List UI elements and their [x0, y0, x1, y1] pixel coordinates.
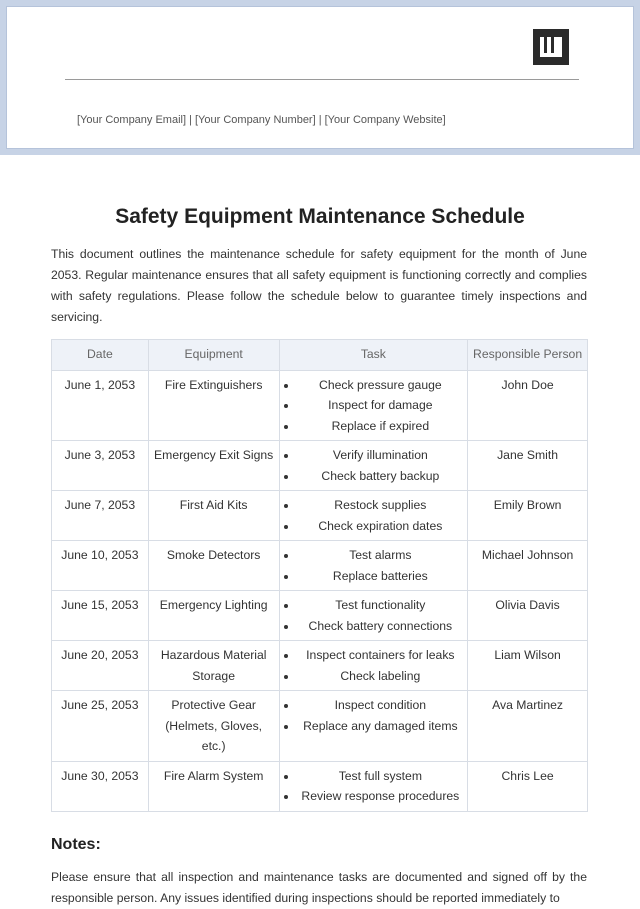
equipment-cell: Hazardous Material Storage — [148, 641, 279, 691]
task-item: • Check pressure gauge — [298, 375, 464, 396]
date-cell: June 3, 2053 — [52, 441, 149, 491]
equipment-cell: Emergency Exit Signs — [148, 441, 279, 491]
equipment-cell: Emergency Lighting — [148, 591, 279, 641]
task-item: • Replace any damaged items — [298, 716, 464, 737]
intro-paragraph: This document outlines the maintenance schedule for safety equipment for the month of June 2053. Regular maintenance ensures that all safety equipment is functioning correctly and complies with safety regulations. Please follow the schedule below to guarantee timely inspections and servicing. — [51, 247, 587, 324]
table-header-row — [52, 340, 588, 371]
task-cell — [279, 641, 468, 691]
task-item: • Review response procedures — [298, 786, 464, 807]
date-cell: June 30, 2053 — [52, 761, 149, 811]
task-item: • Check labeling — [298, 666, 464, 687]
task-item: • Replace batteries — [298, 566, 464, 587]
header-responsible-person: Responsible Person — [468, 340, 588, 371]
task-cell — [279, 761, 468, 811]
equipment-cell: Protective Gear (Helmets, Gloves, etc.) — [148, 691, 279, 762]
task-item: • Inspect condition — [298, 695, 464, 716]
person-cell: John Doe — [468, 370, 588, 441]
date-cell: June 7, 2053 — [52, 491, 149, 541]
task-cell — [279, 370, 468, 441]
task-cell — [279, 591, 468, 641]
task-item: • Inspect for damage — [298, 395, 464, 416]
document-title: Safety Equipment Maintenance Schedule — [115, 205, 525, 228]
header-equipment: Equipment — [148, 340, 279, 371]
task-item: • Restock supplies — [298, 495, 464, 516]
notes-heading: Notes: — [51, 836, 101, 853]
header-divider — [65, 79, 579, 80]
task-item: • Check expiration dates — [298, 516, 464, 537]
header-date: Date — [52, 340, 149, 371]
company-contact-line: [Your Company Email] | [Your Company Number] | [Your Company Website] — [77, 114, 446, 126]
task-item: • Test full system — [298, 766, 464, 787]
logo-mark-icon — [533, 29, 569, 65]
date-cell: June 20, 2053 — [52, 641, 149, 691]
notes-paragraph: Please ensure that all inspection and maintenance tasks are documented and signed off by the responsible person. Any issues identified during inspections should be reported immediately to — [51, 870, 587, 905]
table-row — [52, 491, 588, 541]
letterhead — [0, 0, 640, 155]
person-cell: Liam Wilson — [468, 641, 588, 691]
task-item: • Check battery connections — [298, 616, 464, 637]
date-cell: June 15, 2053 — [52, 591, 149, 641]
task-item: • Inspect containers for leaks — [298, 645, 464, 666]
table-row — [52, 691, 588, 762]
table-row — [52, 641, 588, 691]
task-cell — [279, 491, 468, 541]
maintenance-schedule-table — [51, 339, 588, 812]
task-cell — [279, 541, 468, 591]
table-row — [52, 761, 588, 811]
equipment-cell: Smoke Detectors — [148, 541, 279, 591]
task-item: • Replace if expired — [298, 416, 464, 437]
person-cell: Michael Johnson — [468, 541, 588, 591]
table-row — [52, 441, 588, 491]
task-cell — [279, 441, 468, 491]
person-cell: Ava Martinez — [468, 691, 588, 762]
table-row — [52, 591, 588, 641]
person-cell: Emily Brown — [468, 491, 588, 541]
task-item: • Check battery backup — [298, 466, 464, 487]
person-cell: Jane Smith — [468, 441, 588, 491]
company-logo — [533, 29, 569, 65]
date-cell: June 1, 2053 — [52, 370, 149, 441]
date-cell: June 10, 2053 — [52, 541, 149, 591]
table-row — [52, 541, 588, 591]
person-cell: Olivia Davis — [468, 591, 588, 641]
date-cell: June 25, 2053 — [52, 691, 149, 762]
header-task: Task — [279, 340, 468, 371]
table-row — [52, 370, 588, 441]
equipment-cell: First Aid Kits — [148, 491, 279, 541]
person-cell: Chris Lee — [468, 761, 588, 811]
letterhead-inner — [6, 6, 634, 149]
task-item: • Test functionality — [298, 595, 464, 616]
equipment-cell: Fire Extinguishers — [148, 370, 279, 441]
task-item: • Verify illumination — [298, 445, 464, 466]
task-cell — [279, 691, 468, 762]
equipment-cell: Fire Alarm System — [148, 761, 279, 811]
task-item: • Test alarms — [298, 545, 464, 566]
